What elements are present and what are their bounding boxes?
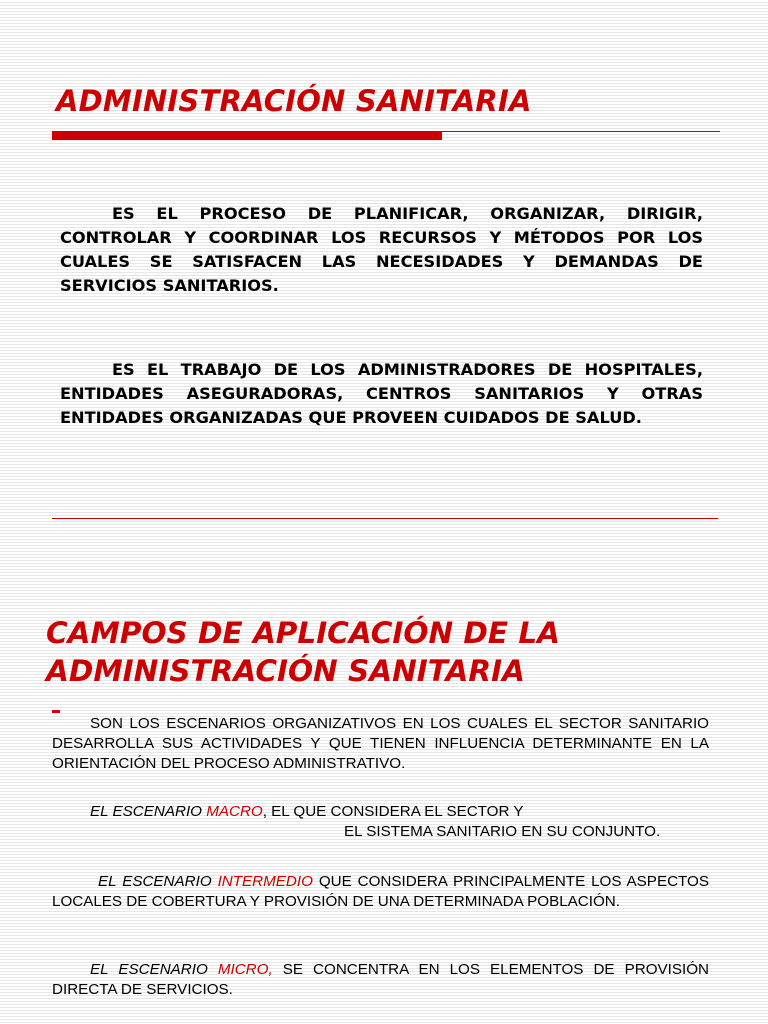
intro-paragraph: SON LOS ESCENARIOS ORGANIZATIVOS EN LOS CUALES EL SECTOR SANITARIO DESARROLLA SUS ACTIVIDADES Y QUE TIENEN INFLUENCIA DETERMINANTE EN LA ORIENTACIÓN DEL PROCESO ADMINISTRATIVO. xyxy=(52,715,709,772)
slide-title xyxy=(46,614,746,690)
macro-keyword: MACRO xyxy=(206,803,263,820)
micro-prefix: EL ESCENARIO xyxy=(90,961,218,978)
intermedio-rest: QUE CONSIDERA PRINCIPALMENTE LOS ASPECTOS LOCALES DE COBERTURA Y PROVISIÓN DE UNA DETERMINADA POBLACIÓN. xyxy=(52,873,709,910)
title-underline-bar xyxy=(52,131,442,140)
micro-comma: , xyxy=(268,961,273,978)
definition-paragraph-2: ES EL TRABAJO DE LOS ADMINISTRADORES DE HOSPITALES, ENTIDADES ASEGURADORAS, CENTROS SANITARIOS Y OTRAS ENTIDADES ORGANIZADAS QUE PROVEEN CUIDADOS DE SALUD. xyxy=(60,360,703,427)
slide-title-line-1: CAMPOS DE APLICACIÓN DE LA xyxy=(46,616,560,650)
slide-campos-de-aplicacion xyxy=(0,600,768,1024)
intermedio-paragraph xyxy=(52,872,709,912)
macro-rest-line-1: , EL QUE CONSIDERA EL SECTOR Y xyxy=(262,803,524,820)
title-underline-bar xyxy=(52,710,60,713)
intermedio-prefix: EL ESCENARIO xyxy=(98,873,218,890)
slide-title: ADMINISTRACIÓN SANITARIA xyxy=(56,84,532,118)
intermedio-keyword: INTERMEDIO xyxy=(217,873,313,890)
macro-prefix: EL ESCENARIO xyxy=(90,803,207,820)
slide-title-line-2: ADMINISTRACIÓN SANITARIA xyxy=(46,654,525,688)
micro-paragraph xyxy=(52,960,709,1000)
macro-paragraph xyxy=(52,802,709,842)
slide-bottom-rule xyxy=(52,518,718,519)
definition-paragraph-1: ES EL PROCESO DE PLANIFICAR, ORGANIZAR, DIRIGIR, CONTROLAR Y COORDINAR LOS RECURSOS Y MÉTODOS POR LOS CUALES SE SATISFACEN LAS NECESIDADES Y DEMANDAS DE SERVICIOS SANITARIOS. xyxy=(60,204,703,295)
macro-rest-line-2: EL SISTEMA SANITARIO EN SU CONJUNTO. xyxy=(344,823,661,840)
title-underline-rule xyxy=(442,131,720,132)
micro-keyword: MICRO xyxy=(217,961,269,978)
micro-rest: SE CONCENTRA EN LOS ELEMENTOS DE PROVISIÓN DIRECTA DE SERVICIOS. xyxy=(52,961,709,998)
